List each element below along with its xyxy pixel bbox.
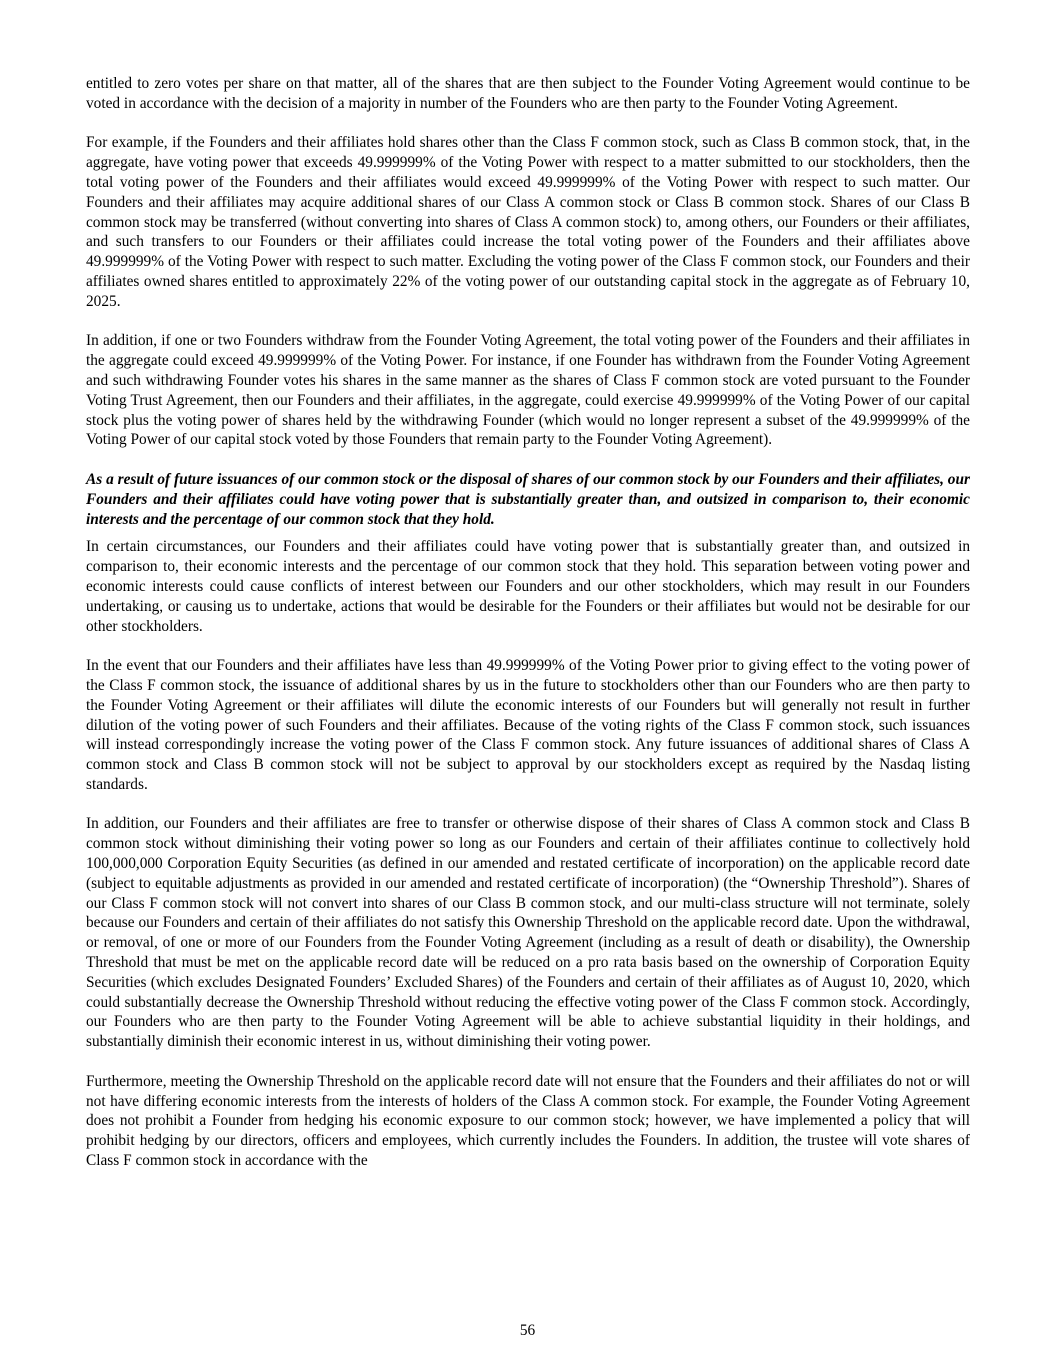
paragraph-founder-withdrawal: In addition, if one or two Founders withdraw from the Founder Voting Agreement, the total voting power of the Founders and their affiliates in the aggregate could exceed 49.999999% of the Voting Power. For instance, if one Founder has withdrawn from the Founder Voting Agreement and such withdrawing Founder votes his shares in the same manner as the shares of Class F common stock are voted pursuant to the Founder Voting Trust Agreement, then our Founders and their affiliates, in the aggregate, could exercise 49.999999% of the Voting Power of our capital stock plus the voting power of shares held by the withdrawing Founder (which would no longer represent a subset of the 49.999999% of the Voting Power of our capital stock voted by those Founders that remain party to the Founder Voting Agreement). xyxy=(86,332,970,449)
paragraph-ownership-threshold: In addition, our Founders and their affiliates are free to transfer or otherwise dispose of their shares of Class A common stock and Class B common stock without diminishing their voting power so long as our Founders and certain of their affiliates continue to collectively hold 100,000,000 Corporation Equity Securities (as defined in our amended and restated certificate of incorporation) on the applicable record date (subject to equitable adjustments as provided in our amended and restated certificate of incorporation) (the “Ownership Threshold”). Shares of our Class F common stock will not convert into shares of our Class B common stock, and our multi-class structure will not terminate, solely because our Founders and certain of their affiliates do not satisfy this Ownership Threshold on the applicable record date. Upon the withdrawal, or removal, of one or more of our Founders from the Founder Voting Agreement (including as a result of death or disability), the Ownership Threshold that must be met on the applicable record date will be reduced on a pro rata basis based on the ownership of Corporation Equity Securities (which excludes Designated Founders’ Excluded Shares) of the Founders and certain of their affiliates as of August 10, 2020, which could substantially decrease the Ownership Threshold without reducing the effective voting power of the Class F common stock. Accordingly, our Founders who are then party to the Founder Voting Agreement will be able to achieve substantial liquidity in their holdings, and substantially diminish their economic interest in us, without diminishing their voting power. xyxy=(86,815,970,1051)
paragraph-hedging: Furthermore, meeting the Ownership Threshold on the applicable record date will not ensure that the Founders and their affiliates do not or will not have differing economic interests from the interests of holders of the Class A common stock. For example, the Founder Voting Agreement does not prohibit a Founder from hedging his economic exposure to our common stock; however, we have implemented a policy that will prohibit hedging by our directors, officers and employees, which currently includes the Founders. In addition, the trustee will vote shares of Class F common stock in accordance with the xyxy=(86,1072,970,1170)
document-body xyxy=(86,74,970,1191)
paragraph-class-b-example: For example, if the Founders and their affiliates hold shares other than the Class F common stock, such as Class B common stock, that, in the aggregate, have voting power that exceeds 49.999999% of the Voting Power with respect to a matter submitted to our stockholders, then the total voting power of the Founders and their affiliates would exceed 49.999999% of the Voting Power with respect to such matter. Our Founders and their affiliates may acquire additional shares of our Class A common stock or Class B common stock. Shares of our Class B common stock may be transferred (without converting into shares of Class A common stock) to, among others, our Founders or their affiliates, and such transfers to our Founders or their affiliates could increase the total voting power of the Founders and their affiliates above 49.999999% of the Voting Power with respect to such matter. Excluding the voting power of the Class F common stock, our Founders and their affiliates owned shares entitled to approximately 22% of the voting power of our outstanding capital stock in the aggregate as of February 10, 2025. xyxy=(86,134,970,310)
paragraph-voting-agreement-continuation: entitled to zero votes per share on that matter, all of the shares that are then subject to the Founder Voting Agreement would continue to be voted in accordance with the decision of a majority in number of the Founders who are then party to the Founder Voting Agreement. xyxy=(86,75,970,112)
paragraph-future-issuances: In the event that our Founders and their affiliates have less than 49.999999% of the Voting Power prior to giving effect to the voting power of the Class F common stock, the issuance of additional shares by us in the future to stockholders other than our Founders who are then party to the Founder Voting Agreement or their affiliates will dilute the economic interests of our Founders but will generally not result in further dilution of the voting power of such Founders and their affiliates. Because of the voting rights of the Class F common stock, such issuances will instead correspondingly increase the voting power of the Class F common stock. Any future issuances of additional shares of Class A common stock and Class B common stock will not be subject to approval by our stockholders except as required by the Nasdaq listing standards. xyxy=(86,657,970,793)
risk-factor-heading: As a result of future issuances of our common stock or the disposal of shares of our common stock by our Founders and their affiliates, our Founders and their affiliates could have voting power that is substantially greater than, and outsized in comparison to, their economic interests and the percentage of our common stock that they hold. xyxy=(86,470,970,528)
paragraph-voting-vs-economic-interest: In certain circumstances, our Founders and their affiliates could have voting power that is substantially greater than, and outsized in comparison to, their economic interests and the percentage of our common stock that they hold. This separation between voting power and economic interests could cause conflicts of interest between our Founders and our other stockholders, which may result in our Founders undertaking, or causing us to undertake, actions that would be desirable for the Founders or their affiliates but would not be desirable for our other stockholders. xyxy=(86,538,970,635)
page-number: 56 xyxy=(519,1322,536,1339)
